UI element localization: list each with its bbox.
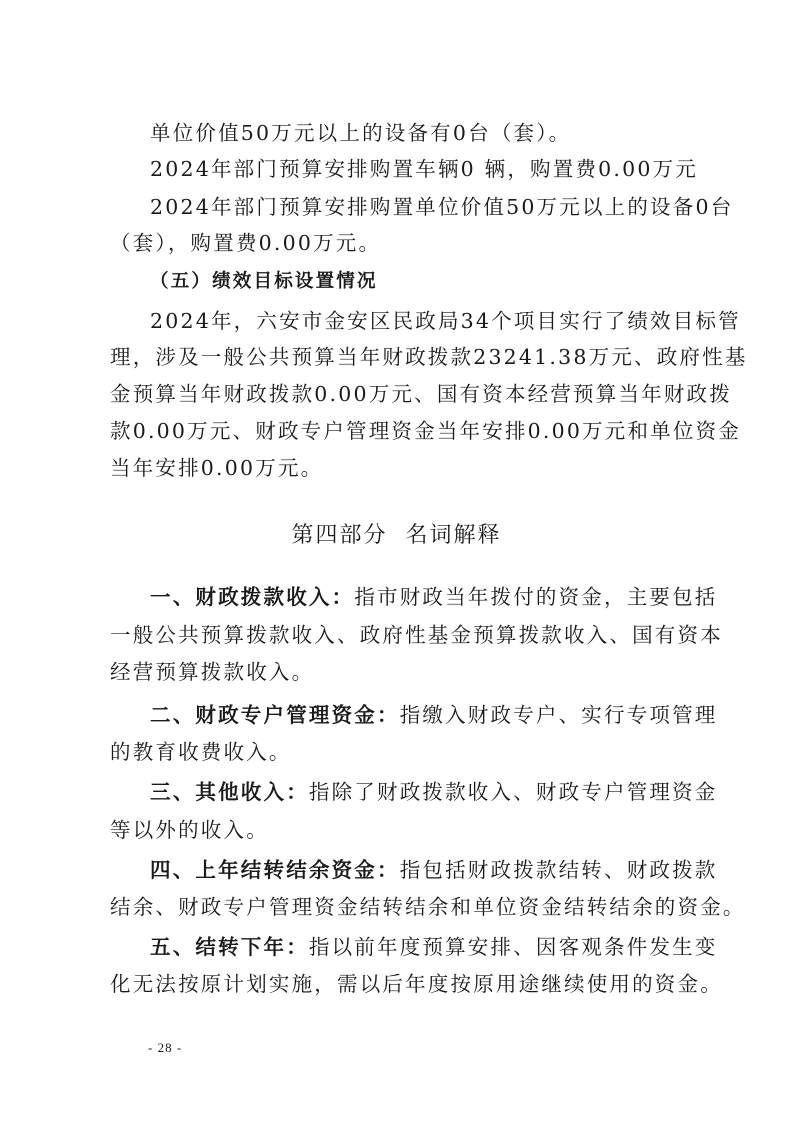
term2-label: 二、财政专户管理资金： bbox=[150, 703, 400, 727]
term-line bbox=[0, 620, 793, 650]
term1-definition-cont: 一般公共预算拨款收入、政府性基金预算拨款收入、国有资本 bbox=[110, 623, 723, 647]
page-number: - 28 - bbox=[148, 1040, 183, 1055]
paragraph-line bbox=[0, 192, 793, 222]
term-line bbox=[0, 855, 793, 885]
term-line bbox=[0, 737, 793, 767]
paragraph-line bbox=[0, 306, 793, 336]
vehicle-purchase-text: 2024年部门预算安排购置车辆0 辆，购置费0.00万元 bbox=[150, 157, 698, 181]
term-line bbox=[0, 969, 793, 999]
performance-text: 2024年，六安市金安区民政局34个项目实行了绩效目标管 bbox=[150, 309, 741, 333]
term-line bbox=[0, 657, 793, 687]
term-line bbox=[0, 932, 793, 962]
equipment-count-text: 单位价值50万元以上的设备有0台（套）。 bbox=[150, 121, 572, 145]
performance-text-cont: 金预算当年财政拨款0.00万元、国有资本经营预算当年财政拨 bbox=[110, 382, 732, 406]
paragraph-line bbox=[0, 342, 793, 372]
term2-definition-cont: 的教育收费收入。 bbox=[110, 740, 292, 764]
paragraph-line bbox=[0, 118, 793, 148]
term2-definition: 指缴入财政专户、实行专项管理 bbox=[399, 703, 718, 727]
paragraph-line bbox=[0, 228, 793, 258]
term4-definition: 指包括财政拨款结转、财政拨款 bbox=[399, 858, 718, 882]
term-line bbox=[0, 892, 793, 922]
term1-definition: 指市财政当年拨付的资金，主要包括 bbox=[354, 585, 718, 609]
term4-label: 四、上年结转结余资金： bbox=[150, 858, 400, 882]
term3-label: 三、其他收入： bbox=[150, 780, 309, 804]
paragraph-line bbox=[0, 379, 793, 409]
term-line bbox=[0, 700, 793, 730]
part-heading bbox=[0, 521, 793, 551]
paragraph-line bbox=[0, 154, 793, 184]
paragraph-line bbox=[0, 453, 793, 483]
part4-title: 第四部分 名词解释 bbox=[291, 523, 502, 548]
term1-definition-cont: 经营预算拨款收入。 bbox=[110, 660, 315, 684]
term5-label: 五、结转下年： bbox=[150, 935, 309, 959]
performance-text-cont: 当年安排0.00万元。 bbox=[110, 456, 324, 480]
term-line bbox=[0, 582, 793, 612]
term4-definition-cont: 结余、财政专户管理资金结转结余和单位资金结转结余的资金。 bbox=[110, 895, 746, 919]
term-line bbox=[0, 777, 793, 807]
performance-text-cont: 款0.00万元、财政专户管理资金当年安排0.00万元和单位资金 bbox=[110, 419, 741, 443]
term3-definition-cont: 等以外的收入。 bbox=[110, 818, 269, 842]
section5-title: （五）绩效目标设置情况 bbox=[150, 271, 378, 292]
term1-label: 一、财政拨款收入： bbox=[150, 585, 355, 609]
term3-definition: 指除了财政拨款收入、财政专户管理资金 bbox=[308, 780, 718, 804]
term-line bbox=[0, 815, 793, 845]
term5-definition-cont: 化无法按原计划实施，需以后年度按原用途继续使用的资金。 bbox=[110, 972, 723, 996]
equipment-purchase-text-cont: （套），购置费0.00万元。 bbox=[110, 231, 382, 255]
term5-definition: 指以前年度预算安排、因客观条件发生变 bbox=[308, 935, 718, 959]
equipment-purchase-text: 2024年部门预算安排购置单位价值50万元以上的设备0台 bbox=[150, 195, 734, 219]
performance-text-cont: 理，涉及一般公共预算当年财政拨款23241.38万元、政府性基 bbox=[110, 345, 748, 369]
paragraph-line bbox=[0, 416, 793, 446]
section-heading bbox=[0, 267, 793, 297]
